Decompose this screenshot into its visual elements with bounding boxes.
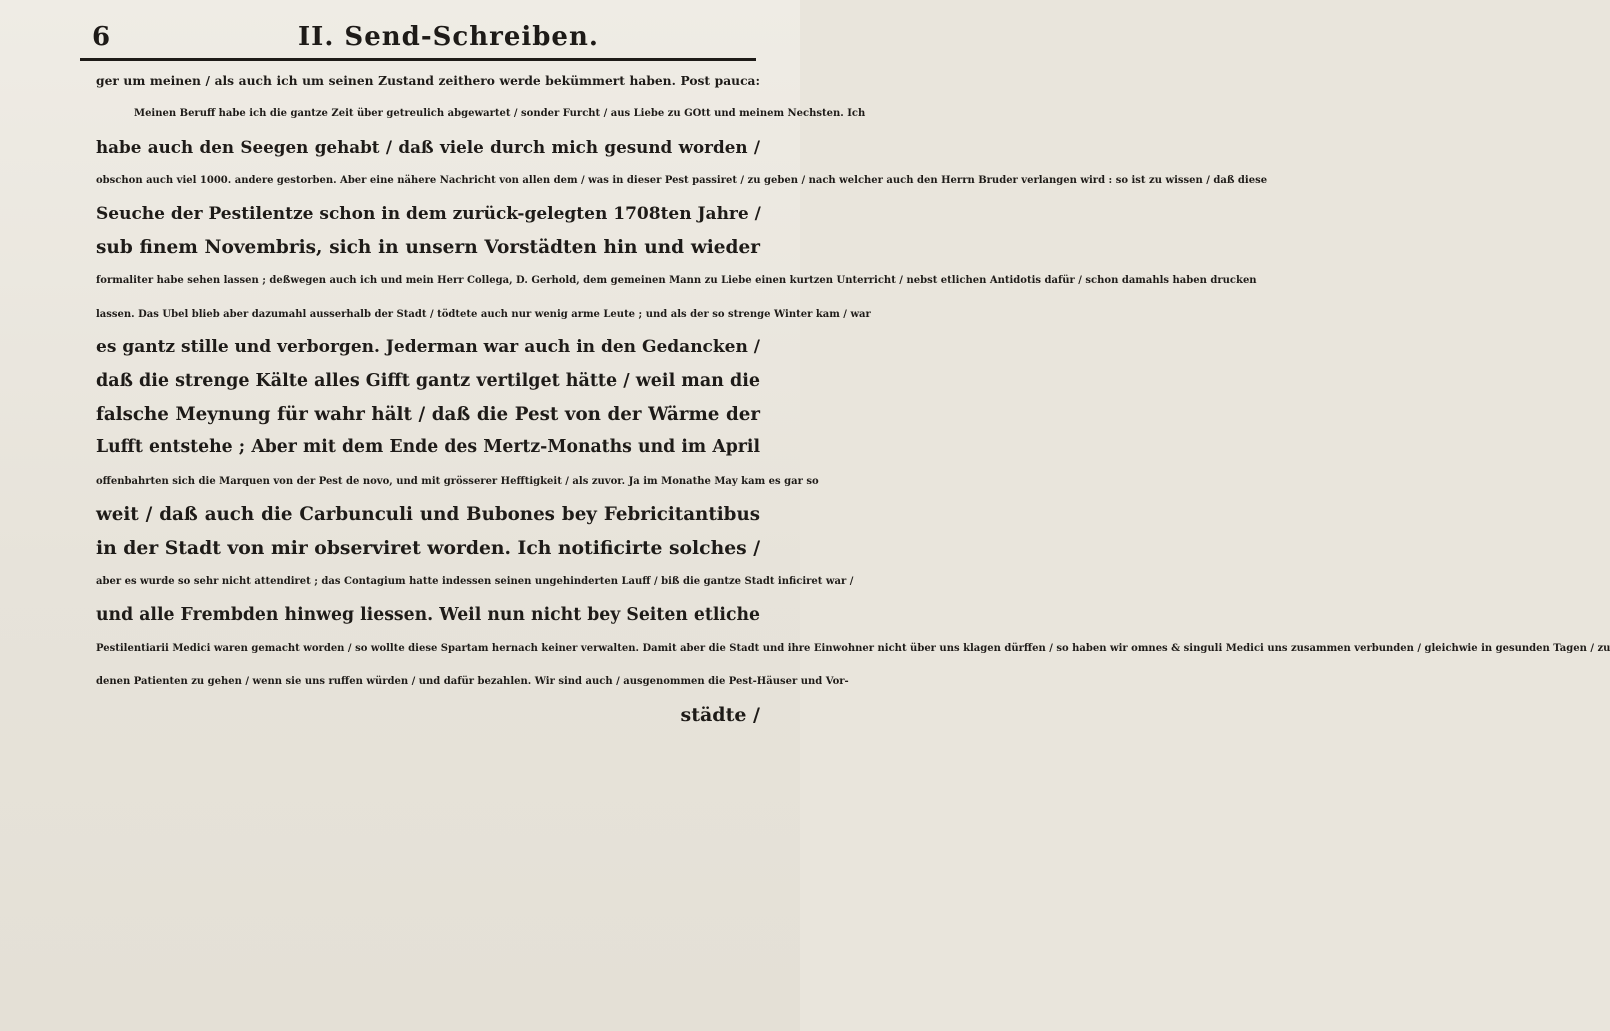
text-line: sub finem Novembris, sich in unsern Vorstädten hin und wieder [96, 237, 760, 259]
text-line: es gantz stille und verborgen. Jederman war auch in den Gedancken / [96, 337, 760, 358]
text-line: obschon auch viel 1000. andere gestorben. Aber eine nähere Nachricht von allen dem / was in dieser Pest passiret / zu geben / nach welcher auch den Herrn Bruder verlangen wird : so ist zu wissen / daß diese [96, 175, 1268, 187]
running-head: II. Send-Schreiben. [298, 22, 599, 52]
text-line: Pestilentiarii Medici waren gemacht worden / so wollte diese Spartam hernach keiner verwalten. Damit aber die Stadt und ihre Einwohner nicht über uns klagen dürffen / so haben wir omnes & singuli Medici uns zusammen verbunden / gleichwie in gesunden Tagen / zu [96, 642, 1610, 654]
text-line: städte / [680, 703, 760, 726]
text-line: ger um meinen / als auch ich um seinen Zustand zeithero werde bekümmert haben. Post pauca: [96, 73, 760, 88]
text-line: aber es wurde so sehr nicht attendiret ; das Contagium hatte indessen seinen ungehinderten Lauff / biß die gantze Stadt inficiret war / [96, 576, 854, 588]
text-line: lassen. Das Ubel blieb aber dazumahl ausserhalb der Stadt / tödtete auch nur wenig arme Leute ; und als der so strenge Winter kam / war [96, 308, 871, 320]
text-line: denen Patienten zu gehen / wenn sie uns ruffen würden / und dafür bezahlen. Wir sind auch / ausgenommen die Pest-Häuser und Vor- [96, 676, 849, 688]
text-line: weit / daß auch die Carbunculi und Bubones bey Febricitantibus [96, 504, 760, 526]
page-number: 6 [92, 22, 111, 52]
text-line: Seuche der Pestilentze schon in dem zurück-gelegten 1708ten Jahre / [96, 203, 761, 224]
text-line: daß die strenge Kälte alles Gifft gantz vertilget hätte / weil man die [96, 370, 760, 391]
text-line: falsche Meynung für wahr hält / daß die Pest von der Wärme der [96, 404, 760, 426]
page-header [80, 14, 756, 58]
text-line: offenbahrten sich die Marquen von der Pest de novo, und mit grösserer Hefftigkeit / als zuvor. Ja im Monathe May kam es gar so [96, 475, 819, 487]
text-line: Meinen Beruff habe ich die gantze Zeit über getreulich abgewartet / sonder Furcht / aus Liebe zu GOtt und meinem Nechsten. Ich [134, 108, 866, 120]
header-rule [80, 58, 756, 61]
text-line: formaliter habe sehen lassen ; deßwegen auch ich und mein Herr Collega, D. Gerhold, dem gemeinen Mann zu Liebe einen kurtzen Unterricht / nebst etlichen Antidotis dafür / schon damahls haben drucken [96, 275, 1257, 287]
text-line: und alle Frembden hinweg liessen. Weil nun nicht bey Seiten etliche [96, 604, 760, 625]
body-text [96, 64, 1610, 732]
text-line: in der Stadt von mir observiret worden. Ich notificirte solches / [96, 536, 761, 559]
text-line: Lufft entstehe ; Aber mit dem Ende des Mertz-Monaths und im April [96, 437, 760, 458]
text-line: habe auch den Seegen gehabt / daß viele durch mich gesund worden / [96, 136, 760, 157]
